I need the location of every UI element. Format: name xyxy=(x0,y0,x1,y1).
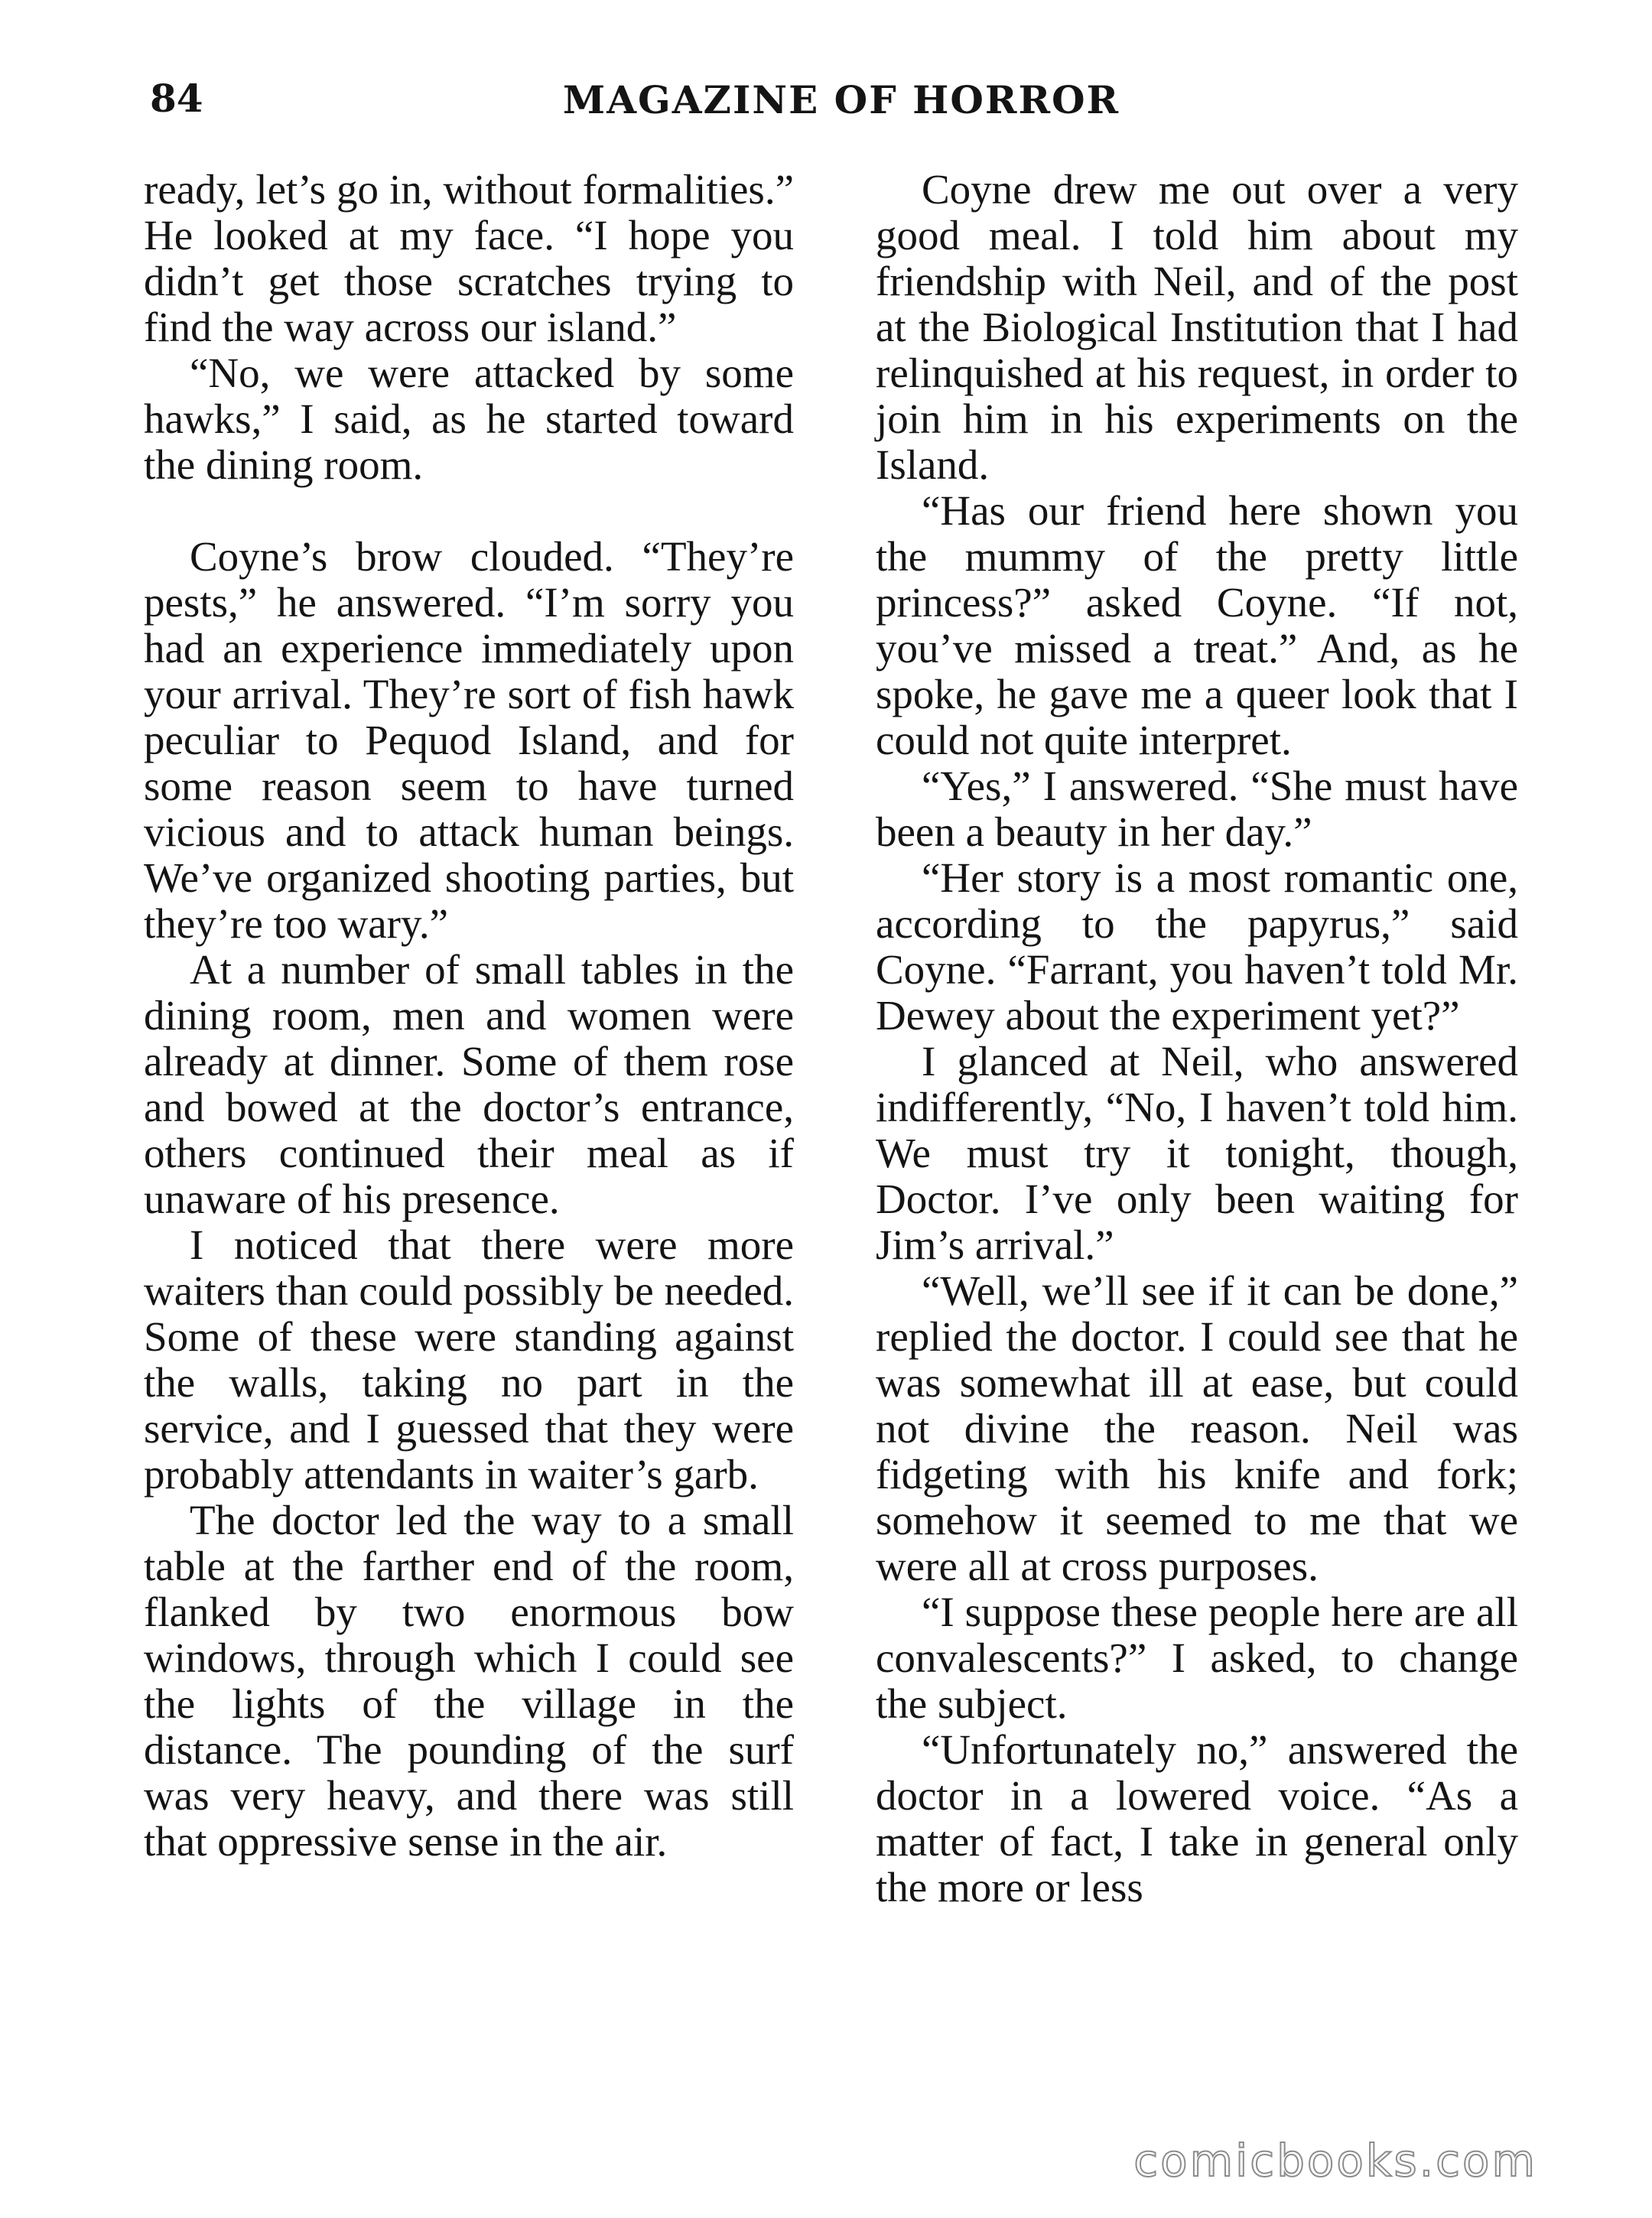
paragraph: “Has our friend here shown you the mummy of the pretty little princess?” asked Coyne. “If not, you’ve missed a treat.” And, as he spoke, he gave me a queer look that I could not quite interpret. xyxy=(876,487,1518,763)
paragraph: Coyne drew me out over a very good meal. I told him about my friendship with Neil, and of the post at the Biological Institution that I had relinquished at his request, in order to join him in his experiments on the Island. xyxy=(876,166,1518,488)
watermark: comicbooks.com xyxy=(1133,2135,1537,2187)
paragraph: Coyne’s brow clouded. “They’re pests,” he answered. “I’m sorry you had an experience immediately upon your arrival. They’re sort of fish hawk peculiar to Pequod Island, and for some reason seem to have turned vicious and to attack human beings. We’ve organized shooting parties, but they’re too wary.” xyxy=(144,533,794,947)
paragraph: “I suppose these people here are all convalescents?” I asked, to change the subject. xyxy=(876,1589,1518,1727)
paragraph: The doctor led the way to a small table at the farther end of the room, flanked by two enormous bow windows, through which I could see the lights of the village in the distance. The pounding of the surf was very heavy, and there was still that oppressive sense in the air. xyxy=(144,1497,794,1865)
right-text-column xyxy=(876,167,1518,1911)
paragraph: “Yes,” I answered. “She must have been a beauty in her day.” xyxy=(876,763,1518,855)
paragraph: I noticed that there were more waiters than could possibly be needed. Some of these were standing against the walls, taking no part in the service, and I guessed that they were probably attendants in waiter’s garb. xyxy=(144,1221,794,1498)
paragraph: “Well, we’ll see if it can be done,” replied the doctor. I could see that he was somewhat ill at ease, but could not divine the reason. Neil was fidgeting with his knife and fork; somehow it seemed to me that we were all at cross purposes. xyxy=(876,1267,1518,1589)
paragraph: “Unfortunately no,” answered the doctor in a lowered voice. “As a matter of fact, I take in general only the more or less xyxy=(876,1726,1518,1911)
paragraph: I glanced at Neil, who answered indifferently, “No, I haven’t told him. We must try it tonight, though, Doctor. I’ve only been waiting for Jim’s arrival.” xyxy=(876,1038,1518,1268)
paragraph: ready, let’s go in, without formalities.” He looked at my face. “I hope you didn’t get those scratches trying to find the way across our island.” xyxy=(144,166,794,350)
paragraph: “Her story is a most romantic one, according to the papyrus,” said Coyne. “Farrant, you haven’t told Mr. Dewey about the experiment yet?” xyxy=(876,854,1518,1039)
left-text-column xyxy=(144,167,794,1865)
running-head-title: MAGAZINE OF HORROR xyxy=(562,77,1120,122)
page-number: 84 xyxy=(150,76,203,121)
paragraph: “No, we were attacked by some hawks,” I said, as he started toward the dining room. xyxy=(144,350,794,488)
paragraph: At a number of small tables in the dining room, men and women were already at dinner. Some of them rose and bowed at the doctor’s entrance, others continued their meal as if unaware of his presence. xyxy=(144,946,794,1222)
